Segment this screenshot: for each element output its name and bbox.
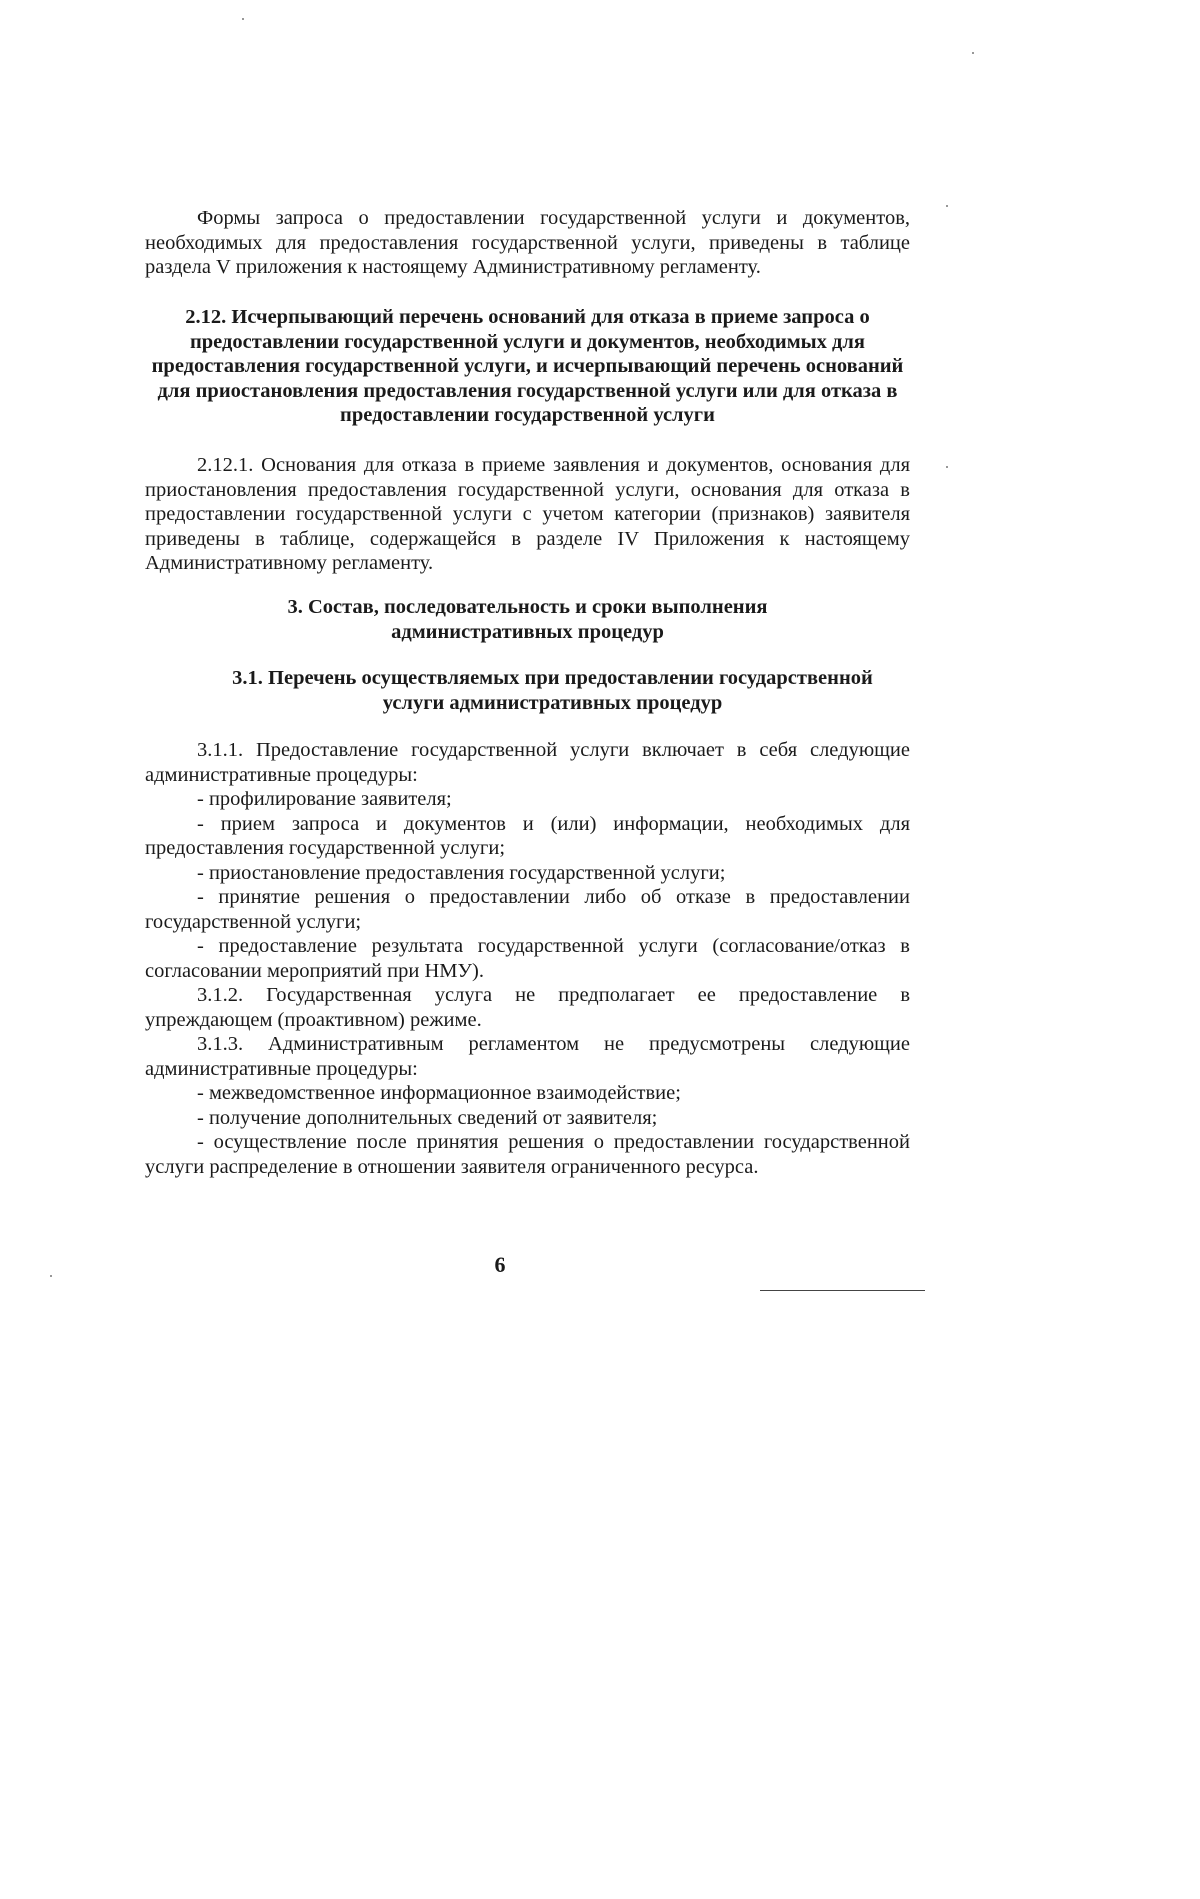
scan-speck	[242, 18, 244, 20]
procedure-item: - приостановление предоставления государственной услуги;	[197, 861, 726, 884]
section-2-12-body	[145, 453, 910, 576]
section-3-1	[200, 666, 905, 715]
intro-block	[145, 206, 910, 280]
scan-line	[760, 1290, 925, 1291]
procedure-item: - предоставление результата государственной услуги (согласование/отказ в согласовании мероприятий при НМУ).	[145, 935, 910, 982]
scan-speck	[946, 205, 948, 207]
paragraph-3-1-2: 3.1.2. Государственная услуга не предполагает ее предоставление в упреждающем (проактивном) режиме.	[145, 984, 910, 1031]
scan-speck	[972, 52, 974, 54]
section-2-12-heading: 2.12. Исчерпывающий перечень оснований для отказа в приеме запроса о предоставлении государственной услуги и документов, необходимых для предоставления государственной услуги, и исчерпывающий перечень оснований для приостановления предоставления государственной услуги или для отказа в предоставлении государственной услуги	[151, 306, 904, 426]
procedure-item: - прием запроса и документов и (или) информации, необходимых для предоставления государственной услуги;	[145, 812, 910, 859]
paragraph-3-1-1: 3.1.1. Предоставление государственной услуги включает в себя следующие административные процедуры:	[145, 739, 910, 786]
paragraph-2-12-1: 2.12.1. Основания для отказа в приеме заявления и документов, основания для приостановления предоставления государственной услуги, основания для отказа в предоставлении государственной услуги с учетом категории (признаков) заявителя приведены в таблице, содержащейся в разделе IV Приложения к настоящему Административному регламенту.	[145, 454, 910, 574]
procedure-item: - принятие решения о предоставлении либо об отказе в предоставлении государственной услуги;	[145, 886, 910, 933]
procedure-item: - профилирование заявителя;	[197, 788, 452, 810]
not-provided-item: - межведомственное информационное взаимодействие;	[197, 1082, 681, 1104]
section-2-12	[145, 305, 910, 428]
section-3-heading: 3. Состав, последовательность и сроки выполнения административных процедур	[287, 596, 768, 643]
paragraph-3-1-3: 3.1.3. Административным регламентом не предусмотрены следующие административные процедуры:	[145, 1033, 910, 1080]
not-provided-item: - осуществление после принятия решения о предоставлении государственной услуги распределение в отношении заявителя ограниченного ресурса.	[145, 1131, 910, 1178]
section-3-1-body	[145, 738, 910, 1179]
section-3	[250, 595, 805, 644]
scan-speck	[946, 466, 948, 468]
not-provided-item: - получение дополнительных сведений от заявителя;	[197, 1106, 658, 1129]
section-3-1-heading: 3.1. Перечень осуществляемых при предоставлении государственной услуги административных процедур	[232, 667, 873, 714]
page-number: 6	[494, 1252, 506, 1277]
intro-paragraph: Формы запроса о предоставлении государственной услуги и документов, необходимых для предоставления государственной услуги, приведены в таблице раздела V приложения к настоящему Административному регламенту.	[145, 207, 910, 278]
